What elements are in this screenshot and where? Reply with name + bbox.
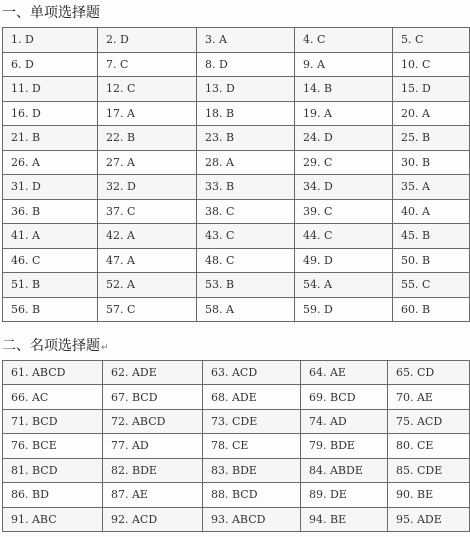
multiple-choice-answer-cell: 93. ABCD xyxy=(203,507,301,531)
single-choice-answer-cell: 14. B xyxy=(295,77,393,102)
single-choice-answer-cell: 58. A xyxy=(197,297,295,322)
return-mark: ↵ xyxy=(101,343,109,353)
multiple-choice-answer-cell: 84. ABDE xyxy=(301,458,388,482)
multiple-choice-answer-cell: 90. BE xyxy=(388,483,470,507)
multiple-choice-answer-cell: 63. ACD xyxy=(203,361,301,385)
single-choice-answer-cell: 44. C xyxy=(295,224,393,249)
single-choice-answer-table xyxy=(2,27,470,322)
single-choice-answer-cell: 18. B xyxy=(197,101,295,126)
single-choice-table-body xyxy=(3,28,470,322)
multiple-choice-answer-cell: 72. ABCD xyxy=(103,409,203,433)
single-choice-answer-cell: 32. D xyxy=(98,175,197,200)
multiple-choice-answer-cell: 88. BCD xyxy=(203,483,301,507)
single-choice-answer-cell: 43. C xyxy=(197,224,295,249)
single-choice-answer-cell: 35. A xyxy=(393,175,470,200)
single-choice-answer-row xyxy=(3,248,470,273)
single-choice-answer-cell: 8. D xyxy=(197,52,295,77)
single-choice-answer-row xyxy=(3,77,470,102)
single-choice-answer-cell: 46. C xyxy=(3,248,98,273)
single-choice-answer-cell: 47. A xyxy=(98,248,197,273)
multiple-choice-answer-cell: 66. AC xyxy=(3,385,103,409)
multiple-choice-table-body xyxy=(3,361,470,532)
single-choice-answer-cell: 3. A xyxy=(197,28,295,53)
single-choice-heading xyxy=(2,2,100,22)
multiple-choice-answer-row xyxy=(3,507,470,531)
multiple-choice-answer-cell: 71. BCD xyxy=(3,409,103,433)
single-choice-answer-row xyxy=(3,273,470,298)
single-choice-title: 一、单项选择题 xyxy=(2,5,100,21)
single-choice-answer-row xyxy=(3,224,470,249)
single-choice-answer-cell: 38. C xyxy=(197,199,295,224)
multiple-choice-answer-row xyxy=(3,458,470,482)
single-choice-answer-cell: 56. B xyxy=(3,297,98,322)
single-choice-answer-cell: 41. A xyxy=(3,224,98,249)
multiple-choice-answer-cell: 86. BD xyxy=(3,483,103,507)
single-choice-answer-cell: 10. C xyxy=(393,52,470,77)
single-choice-answer-cell: 12. C xyxy=(98,77,197,102)
single-choice-answer-cell: 22. B xyxy=(98,126,197,151)
single-choice-answer-cell: 45. B xyxy=(393,224,470,249)
single-choice-answer-cell: 33. B xyxy=(197,175,295,200)
single-choice-answer-cell: 23. B xyxy=(197,126,295,151)
single-choice-answer-row xyxy=(3,28,470,53)
single-choice-answer-cell: 36. B xyxy=(3,199,98,224)
multiple-choice-answer-cell: 83. BDE xyxy=(203,458,301,482)
single-choice-answer-cell: 51. B xyxy=(3,273,98,298)
multiple-choice-answer-cell: 80. CE xyxy=(388,434,470,458)
multiple-choice-answer-cell: 78. CE xyxy=(203,434,301,458)
multiple-choice-answer-cell: 65. CD xyxy=(388,361,470,385)
multiple-choice-answer-cell: 85. CDE xyxy=(388,458,470,482)
single-choice-answer-row xyxy=(3,150,470,175)
single-choice-answer-cell: 7. C xyxy=(98,52,197,77)
single-choice-answer-cell: 25. B xyxy=(393,126,470,151)
single-choice-answer-cell: 50. B xyxy=(393,248,470,273)
single-choice-answer-row xyxy=(3,175,470,200)
single-choice-answer-cell: 19. A xyxy=(295,101,393,126)
single-choice-answer-cell: 4. C xyxy=(295,28,393,53)
multiple-choice-answer-cell: 92. ACD xyxy=(103,507,203,531)
multiple-choice-answer-cell: 77. AD xyxy=(103,434,203,458)
single-choice-answer-cell: 28. A xyxy=(197,150,295,175)
single-choice-answer-cell: 5. C xyxy=(393,28,470,53)
multiple-choice-answer-cell: 91. ABC xyxy=(3,507,103,531)
single-choice-answer-cell: 26. A xyxy=(3,150,98,175)
single-choice-answer-cell: 60. B xyxy=(393,297,470,322)
multiple-choice-answer-cell: 82. BDE xyxy=(103,458,203,482)
single-choice-answer-cell: 54. A xyxy=(295,273,393,298)
multiple-choice-answer-row xyxy=(3,385,470,409)
multiple-choice-answer-row xyxy=(3,434,470,458)
multiple-choice-title: 二、名项选择题 xyxy=(2,338,100,354)
multiple-choice-answer-cell: 87. AE xyxy=(103,483,203,507)
single-choice-answer-cell: 39. C xyxy=(295,199,393,224)
single-choice-answer-cell: 17. A xyxy=(98,101,197,126)
multiple-choice-answer-row xyxy=(3,409,470,433)
multiple-choice-answer-cell: 79. BDE xyxy=(301,434,388,458)
single-choice-answer-cell: 13. D xyxy=(197,77,295,102)
multiple-choice-answer-cell: 64. AE xyxy=(301,361,388,385)
single-choice-answer-cell: 9. A xyxy=(295,52,393,77)
multiple-choice-answer-cell: 73. CDE xyxy=(203,409,301,433)
single-choice-answer-cell: 52. A xyxy=(98,273,197,298)
multiple-choice-answer-table xyxy=(2,360,470,532)
single-choice-answer-cell: 53. B xyxy=(197,273,295,298)
multiple-choice-answer-cell: 89. DE xyxy=(301,483,388,507)
multiple-choice-answer-cell: 69. BCD xyxy=(301,385,388,409)
multiple-choice-answer-cell: 67. BCD xyxy=(103,385,203,409)
single-choice-answer-row xyxy=(3,52,470,77)
multiple-choice-answer-cell: 62. ADE xyxy=(103,361,203,385)
single-choice-answer-cell: 59. D xyxy=(295,297,393,322)
single-choice-answer-cell: 6. D xyxy=(3,52,98,77)
single-choice-answer-row xyxy=(3,126,470,151)
single-choice-answer-cell: 55. C xyxy=(393,273,470,298)
single-choice-answer-cell: 57. C xyxy=(98,297,197,322)
single-choice-answer-row xyxy=(3,297,470,322)
single-choice-answer-cell: 42. A xyxy=(98,224,197,249)
multiple-choice-answer-cell: 68. ADE xyxy=(203,385,301,409)
single-choice-answer-cell: 21. B xyxy=(3,126,98,151)
multiple-choice-answer-cell: 61. ABCD xyxy=(3,361,103,385)
multiple-choice-answer-cell: 94. BE xyxy=(301,507,388,531)
single-choice-answer-cell: 16. D xyxy=(3,101,98,126)
multiple-choice-answer-cell: 74. AD xyxy=(301,409,388,433)
single-choice-answer-cell: 24. D xyxy=(295,126,393,151)
single-choice-answer-cell: 20. A xyxy=(393,101,470,126)
single-choice-answer-cell: 40. A xyxy=(393,199,470,224)
single-choice-answer-cell: 37. C xyxy=(98,199,197,224)
multiple-choice-answer-cell: 95. ADE xyxy=(388,507,470,531)
single-choice-answer-cell: 2. D xyxy=(98,28,197,53)
single-choice-answer-cell: 31. D xyxy=(3,175,98,200)
multiple-choice-answer-row xyxy=(3,361,470,385)
multiple-choice-answer-cell: 76. BCE xyxy=(3,434,103,458)
single-choice-answer-row xyxy=(3,101,470,126)
multiple-choice-answer-cell: 81. BCD xyxy=(3,458,103,482)
single-choice-answer-row xyxy=(3,199,470,224)
multiple-choice-answer-cell: 70. AE xyxy=(388,385,470,409)
single-choice-answer-cell: 11. D xyxy=(3,77,98,102)
single-choice-answer-cell: 27. A xyxy=(98,150,197,175)
single-choice-answer-cell: 30. B xyxy=(393,150,470,175)
single-choice-answer-cell: 49. D xyxy=(295,248,393,273)
multiple-choice-answer-cell: 75. ACD xyxy=(388,409,470,433)
multiple-choice-answer-row xyxy=(3,483,470,507)
multiple-choice-heading xyxy=(2,335,109,355)
single-choice-answer-cell: 34. D xyxy=(295,175,393,200)
single-choice-answer-cell: 29. C xyxy=(295,150,393,175)
single-choice-answer-cell: 1. D xyxy=(3,28,98,53)
single-choice-answer-cell: 48. C xyxy=(197,248,295,273)
single-choice-answer-cell: 15. D xyxy=(393,77,470,102)
